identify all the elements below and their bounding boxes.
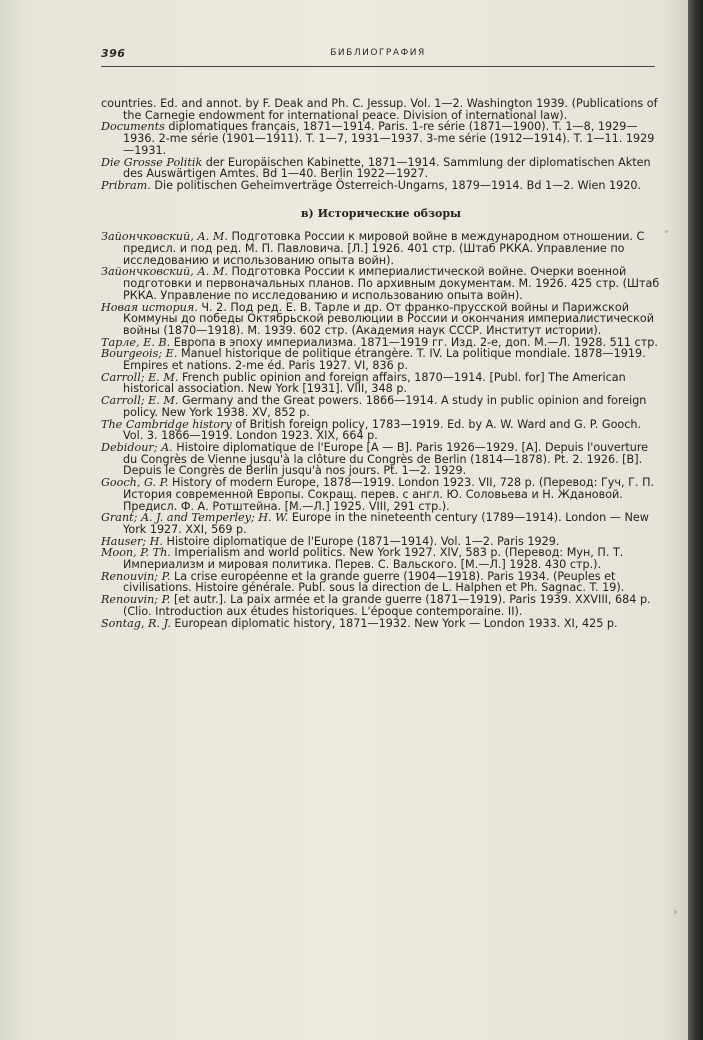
scanner-edge bbox=[688, 0, 703, 1040]
entry-author: Gooch, G. P. bbox=[101, 476, 169, 490]
entry-author: Bourgeois; E. bbox=[101, 347, 178, 361]
entry-author: Новая история. bbox=[101, 300, 198, 314]
page-header bbox=[101, 47, 655, 67]
bibliography-entry bbox=[101, 231, 661, 266]
entry-text: Europe in the nineteenth century (1789—1914). London — New York 1927. XXI, 569 p. bbox=[123, 511, 649, 536]
bibliography-entry bbox=[101, 547, 661, 570]
entry-author: Sontag, R. J. bbox=[101, 616, 171, 630]
entry-text: Die politischen Geheimverträge Österreich-Ungarns, 1879—1914. Bd 1—2. Wien 1920. bbox=[150, 178, 641, 192]
bibliography-entry bbox=[101, 157, 661, 180]
entry-author: Carroll; E. M. bbox=[101, 394, 179, 408]
bibliography-body bbox=[101, 98, 661, 629]
entry-text: of British foreign policy, 1783—1919. Ed. by A. W. Ward and G. P. Gooch. Vol. 3. 1866—1919. London 1923. XIX, 664 p. bbox=[123, 417, 642, 443]
entry-author: Тарле, Е. В. bbox=[101, 335, 171, 349]
bibliography-entry bbox=[101, 442, 661, 477]
bibliography-entry bbox=[101, 302, 661, 337]
page-speck bbox=[665, 230, 668, 233]
entry-text: Подготовка России к мировой войне в международном отношении. С предисл. и под ред. М. П. Павловича. [Л.] 1926. 401 стр. (Штаб РККА. Управление по исследованию и использованию опыта войн). bbox=[123, 230, 645, 267]
entry-text: French public opinion and foreign affairs, 1870—1914. [Publ. for] The American historical association. New York [1931]. VIII, 348 p. bbox=[123, 370, 626, 396]
entry-author: The Cambridge history bbox=[101, 417, 232, 431]
entry-author: Debidour; A. bbox=[101, 440, 173, 454]
bibliography-entry bbox=[101, 266, 661, 301]
bibliography-entry bbox=[101, 477, 661, 512]
entry-text: Manuel historique de politique étrangère. T. IV. La politique mondiale. 1878—1919. Empires et nations. 2-me éd. Paris 1927. VI, 836 p. bbox=[123, 347, 646, 373]
entry-text: La crise européenne et la grande guerre (1904—1918). Paris 1934. (Peuples et civilisations. Histoire générale. Publ. sous la direction de L. Halphen et Ph. Sagnac. T. 19). bbox=[123, 569, 625, 595]
bibliography-entry bbox=[101, 121, 661, 156]
entry-author: Зайончковский, А. М. bbox=[101, 230, 228, 244]
bibliography-entry bbox=[101, 372, 661, 395]
entry-text: [et autr.]. La paix armée et la grande guerre (1871—1919). Paris 1939. XXVIII, 684 p. (Clio. Introduction aux études historiques. L'époque contemporaine. II). bbox=[123, 593, 651, 618]
bibliography-entry bbox=[101, 618, 661, 630]
bibliography-entry bbox=[101, 594, 661, 617]
entry-author: Grant; A. J. and Temperley; H. W. bbox=[101, 511, 289, 525]
entry-author: Renouvin; P. bbox=[101, 593, 171, 607]
entry-text: Imperialism and world politics. New York 1927. XIV, 583 p. (Перевод: Мун, П. Т. Империализм и мировая политика. Перев. С. Вальского. [М.—Л.] 1928. 430 стр.). bbox=[123, 546, 624, 572]
bibliography-entry bbox=[101, 395, 661, 418]
entry-text: Germany and the Great powers. 1866—1914. A study in public opinion and foreign policy. New York 1938. XV, 852 p. bbox=[123, 394, 647, 419]
entry-author: Pribram. bbox=[101, 178, 151, 192]
bibliography-list-top bbox=[101, 98, 661, 192]
entry-author: Documents bbox=[101, 120, 165, 134]
running-title: БИБЛИОГРАФИЯ bbox=[330, 48, 426, 58]
page-speck bbox=[674, 910, 677, 914]
entry-text: diplomatiques français, 1871—1914. Paris. 1-re série (1871—1900). T. 1—8, 1929—1936. 2-me série (1901—1911). T. 1—7, 1931—1937. 3-me série (1912—1914). T. 1—11. 1929—1931. bbox=[123, 120, 655, 157]
entry-text: Ч. 2. Под ред. Е. В. Тарле и др. От франко-прусской войны и Парижской Коммуны до победы Октябрьской революции в России и окончания империалистической войны (1870—1918). М. 1939. 602 стр. (Академия наук СССР. Институт истории). bbox=[123, 300, 654, 337]
entry-author: Зайончковский, А. М. bbox=[101, 265, 228, 279]
entry-author: Die Grosse Politik bbox=[101, 155, 203, 169]
entry-text: countries. Ed. and annot. by F. Deak and Ph. C. Jessup. Vol. 1—2. Washington 1939. (Publications of the Carnegie endowment for international peace. Division of international law). bbox=[101, 97, 658, 122]
entry-text: Histoire diplomatique de l'Europe (1871—1914). Vol. 1—2. Paris 1929. bbox=[162, 534, 560, 548]
entry-author: Renouvin; P. bbox=[101, 569, 171, 583]
header-rule bbox=[101, 66, 655, 67]
entry-author: Hauser; H. bbox=[101, 534, 163, 548]
bibliography-entry bbox=[101, 98, 661, 121]
bibliography-list bbox=[101, 231, 661, 629]
bibliography-entry bbox=[101, 571, 661, 594]
entry-text: History of modern Europe, 1878—1919. London 1923. VII, 728 p. (Перевод: Гуч, Г. П. История современной Европы. Сокращ. перев. с англ. Ю. Соловьева и Н. Ждановой. Предисл. Ф. А. Ротштейна. [М.—Л.] 1925. VIII, 291 стр.). bbox=[123, 476, 655, 513]
bibliography-entry bbox=[101, 180, 661, 192]
entry-text: Histoire diplomatique de l'Europe [A — B]. Paris 1926—1929. [A]. Depuis l'ouverture du Congrès de Vienne jusqu'à la clôture du Congrès de Berlin (1814—1878). Pt. 2. 1926. [B]. Depuis le Congrès de Berlin jusqu'à nos jours. Pt. 1—2. 1929. bbox=[123, 440, 649, 478]
entry-author: Moon, P. Th. bbox=[101, 546, 171, 560]
section-heading: в) Исторические обзоры bbox=[300, 206, 462, 220]
bibliography-entry bbox=[101, 512, 661, 535]
page-number: 396 bbox=[101, 47, 126, 60]
entry-text: der Europäischen Kabinette, 1871—1914. Sammlung der diplomatischen Akten des Auswärtigen Amtes. Bd 1—40. Berlin 1922—1927. bbox=[123, 155, 651, 181]
entry-text: Европа в эпоху империализма. 1871—1919 гг. Изд. 2-е, доп. М.—Л. 1928. 511 стр. bbox=[170, 335, 658, 349]
bibliography-entry bbox=[101, 348, 661, 371]
entry-author: Carroll; E. M. bbox=[101, 370, 179, 384]
entry-text: Подготовка России к империалистической войне. Очерки военной подготовки и первоначальных планов. По архивным документам. М. 1926. 425 стр. (Штаб РККА. Управление по исследованию и использованию опыта войн). bbox=[123, 265, 660, 302]
bibliography-entry bbox=[101, 419, 661, 442]
entry-text: European diplomatic history, 1871—1932. New York — London 1933. XI, 425 p. bbox=[170, 616, 618, 630]
